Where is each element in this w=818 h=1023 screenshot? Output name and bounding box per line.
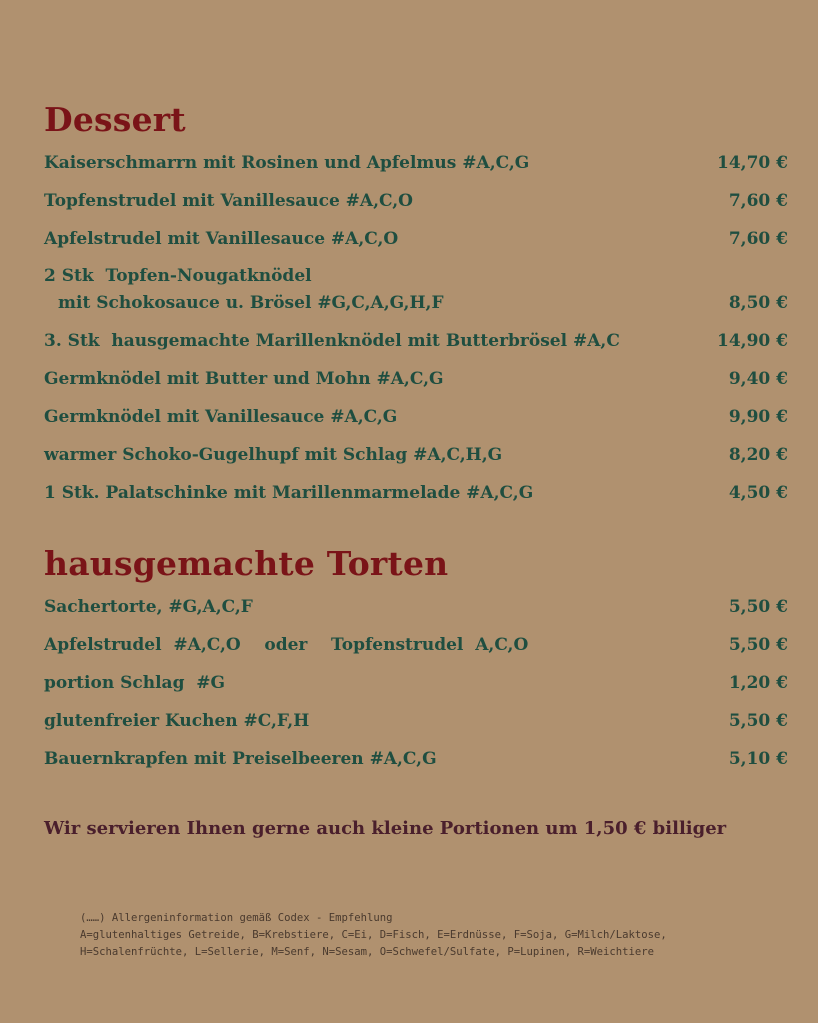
item-name: portion Schlag #G bbox=[44, 673, 226, 693]
menu-item-glutenfrei bbox=[44, 708, 788, 735]
item-price: 8,20 € bbox=[728, 445, 788, 465]
menu-item-germknoedel-vanille bbox=[44, 404, 788, 431]
menu-item-nougatknoedel bbox=[44, 263, 788, 317]
item-price: 5,50 € bbox=[728, 597, 788, 617]
item-name: Germknödel mit Vanillesauce #A,C,G bbox=[44, 407, 398, 427]
menu-item-marillenknoedel bbox=[44, 328, 788, 355]
item-price: 14,70 € bbox=[717, 153, 788, 173]
item-name: Kaiserschmarrn mit Rosinen und Apfelmus #A,C,G bbox=[44, 153, 530, 173]
menu-item-bauernkrapfen bbox=[44, 746, 788, 773]
item-name: glutenfreier Kuchen #C,F,H bbox=[44, 711, 310, 731]
allergen-footer bbox=[80, 910, 667, 961]
item-price: 7,60 € bbox=[728, 229, 788, 249]
item-name: 1 Stk. Palatschinke mit Marillenmarmelade #A,C,G bbox=[44, 483, 534, 503]
item-name: Apfelstrudel #A,C,O oder Topfenstrudel A,C,O bbox=[44, 635, 529, 655]
item-name: Apfelstrudel mit Vanillesauce #A,C,O bbox=[44, 229, 399, 249]
item-name: Germknödel mit Butter und Mohn #A,C,G bbox=[44, 369, 444, 389]
item-price: 5,50 € bbox=[728, 635, 788, 655]
menu-item-strudel-choice bbox=[44, 632, 788, 659]
item-price: 14,90 € bbox=[717, 331, 788, 351]
menu-item-topfenstrudel bbox=[44, 188, 788, 215]
allergen-legend-line-1: A=glutenhaltiges Getreide, B=Krebstiere, C=Ei, D=Fisch, E=Erdnüsse, F=Soja, G=Milch/Laktose, bbox=[80, 929, 667, 941]
menu-item-germknoedel-mohn bbox=[44, 366, 788, 393]
menu-item-kaiserschmarrn bbox=[44, 150, 788, 177]
menu-item-sachertorte bbox=[44, 594, 788, 621]
item-name: 3. Stk hausgemachte Marillenknödel mit Butterbrösel #A,C bbox=[44, 331, 620, 351]
allergen-heading: (……) Allergeninformation gemäß Codex - Empfehlung bbox=[80, 912, 393, 924]
menu-item-gugelhupf bbox=[44, 442, 788, 469]
item-name: warmer Schoko-Gugelhupf mit Schlag #A,C,H,G bbox=[44, 445, 503, 465]
item-name-continuation: mit Schokosauce u. Brösel #G,C,A,G,H,F bbox=[58, 293, 444, 313]
item-name: Bauernkrapfen mit Preiselbeeren #A,C,G bbox=[44, 749, 437, 769]
item-price: 8,50 € bbox=[728, 293, 788, 313]
item-name: 2 Stk Topfen-Nougatknödel bbox=[44, 266, 312, 286]
item-name: Topfenstrudel mit Vanillesauce #A,C,O bbox=[44, 191, 413, 211]
item-price: 5,10 € bbox=[728, 749, 788, 769]
menu-item-schlag bbox=[44, 670, 788, 697]
item-price: 4,50 € bbox=[728, 483, 788, 503]
item-name: Sachertorte, #G,A,C,F bbox=[44, 597, 253, 617]
item-price: 5,50 € bbox=[728, 711, 788, 731]
item-price: 1,20 € bbox=[728, 673, 788, 693]
torten-title: hausgemachte Torten bbox=[44, 544, 449, 583]
small-portion-note: Wir servieren Ihnen gerne auch kleine Portionen um 1,50 € billiger bbox=[44, 818, 727, 839]
item-price: 9,90 € bbox=[728, 407, 788, 427]
allergen-legend-line-2: H=Schalenfrüchte, L=Sellerie, M=Senf, N=Sesam, O=Schwefel/Sulfate, P=Lupinen, R=Weichtiere bbox=[80, 946, 655, 958]
item-price: 9,40 € bbox=[728, 369, 788, 389]
dessert-title: Dessert bbox=[44, 100, 186, 139]
menu-item-palatschinke bbox=[44, 480, 788, 507]
menu-item-apfelstrudel bbox=[44, 226, 788, 253]
item-price: 7,60 € bbox=[728, 191, 788, 211]
